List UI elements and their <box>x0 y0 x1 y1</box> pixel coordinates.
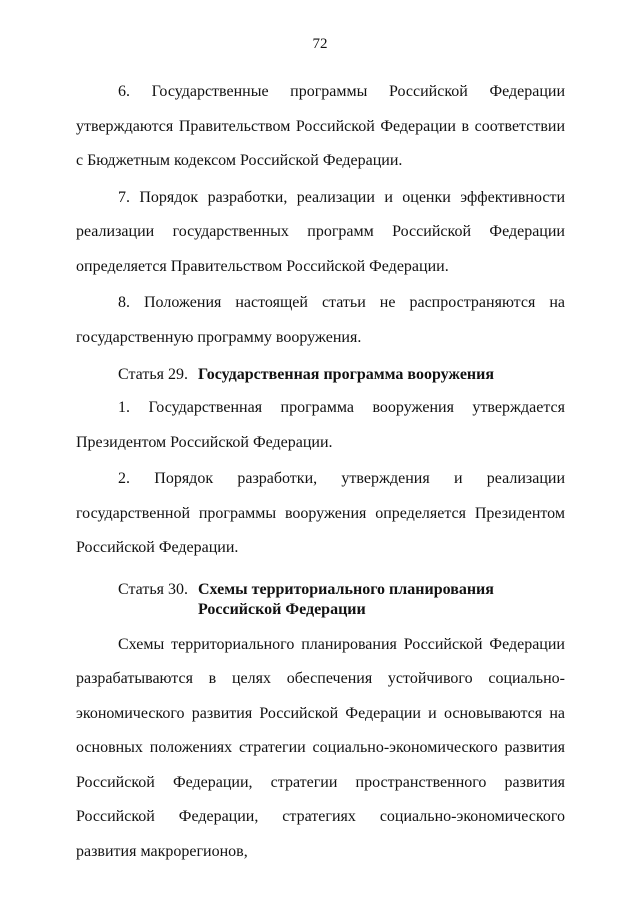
article-number: Статья 29. <box>118 366 188 383</box>
article-30-heading <box>118 572 565 620</box>
paragraph-30-body: Схемы территориального планирования Российской Федерации разрабатываются в целях обеспечения устойчивого социально-экономического развития Российской Федерации и основываются на основных положениях стратегии социально-экономического развития Российской Федерации, стратегии пространственного развития Российской Федерации, стратегиях социально-экономического развития макрорегионов, <box>76 635 565 860</box>
article-number: Статья 30. <box>118 580 188 598</box>
article-title-line-2: Российской Федерации <box>198 600 366 618</box>
paragraph-6: 6. Государственные программы Российской Федерации утверждаются Правительством Российской Федерации в соответствии с Бюджетным кодексом Российской Федерации. <box>76 83 565 169</box>
page-number: 72 <box>312 36 328 52</box>
document-body <box>76 75 565 869</box>
paragraph-8: 8. Положения настоящей статьи не распространяются на государственную программу вооружения. <box>76 294 565 346</box>
article-29-heading <box>118 357 565 385</box>
paragraph-7: 7. Порядок разработки, реализации и оценки эффективности реализации государственных программ Российской Федерации определяется Правительством Российской Федерации. <box>76 188 565 275</box>
paragraph-29-1: 1. Государственная программа вооружения утверждается Президентом Российской Федерации. <box>76 399 565 451</box>
article-title-line-1: Схемы территориального планирования <box>198 580 494 598</box>
article-title: Государственная программа вооружения <box>198 366 495 383</box>
paragraph-29-2: 2. Порядок разработки, утверждения и реализации государственной программы вооружения определяется Президентом Российской Федерации. <box>76 470 565 556</box>
article-title <box>198 580 494 620</box>
